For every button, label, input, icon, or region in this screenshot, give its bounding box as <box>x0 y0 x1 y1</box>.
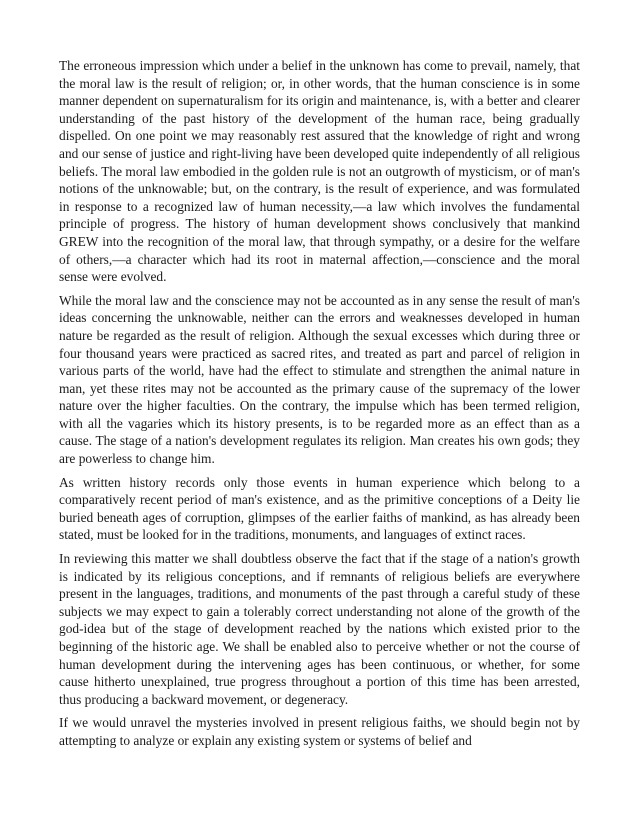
document-page <box>59 57 580 756</box>
paragraph-moral-law-origin: The erroneous impression which under a belief in the unknown has come to prevail, namely, that the moral law is the result of religion; or, in other words, that the human conscience is in some manner dependent on supernaturalism for its origin and maintenance, is, with a better and clearer understanding of the past history of the development of the human race, being gradually dispelled. On one point we may reasonably rest assured that the knowledge of right and wrong and our sense of justice and right-living have been developed quite independently of all religious beliefs. The moral law embodied in the golden rule is not an outgrowth of mysticism, or of man's notions of the unknowable; but, on the contrary, is the result of experience, and was formulated in response to a recognized law of human necessity,—a law which involves the fundamental principle of progress. The history of human development shows conclusively that mankind GREW into the recognition of the moral law, that through sympathy, or a desire for the welfare of others,—a character which had its root in maternal affection,—conscience and the moral sense were evolved. <box>59 58 580 285</box>
paragraph-written-history: As written history records only those events in human experience which belong to a comparatively recent period of man's existence, and as the primitive conceptions of a Deity lie buried beneath ages of corruption, glimpses of the earlier faiths of mankind, as has already been stated, must be looked for in the traditions, monuments, and languages of extinct races. <box>59 474 580 543</box>
paragraph-unravel-mysteries: If we would unravel the mysteries involved in present religious faiths, we should begin not by attempting to analyze or explain any existing system or systems of belief and <box>59 715 580 748</box>
paragraph-reviewing-matter: In reviewing this matter we shall doubtless observe the fact that if the stage of a nation's growth is indicated by its religious conceptions, and if remnants of religious beliefs are everywhere present in the languages, traditions, and monuments of the past through a careful study of these subjects we may expect to gain a tolerably correct understanding not alone of the growth of the god-idea but of the stage of development reached by the nations which existed prior to the beginning of the historic age. We shall be enabled also to perceive whether or not the course of human development during the intervening ages has been continuous, or whether, for some cause hitherto unexplained, true progress throughout a portion of this time has been arrested, thus producing a backward movement, or degeneracy. <box>59 551 580 707</box>
paragraph-religion-as-effect: While the moral law and the conscience may not be accounted as in any sense the result of man's ideas concerning the unknowable, neither can the errors and weaknesses developed in human nature be regarded as the result of religion. Although the sexual excesses which during three or four thousand years were practiced as sacred rites, and treated as part and parcel of religion in various parts of the world, have had the effect to stimulate and strengthen the animal nature in man, yet these rites may not be accounted as the primary cause of the supremacy of the lower nature over the higher faculties. On the contrary, the impulse which has been termed religion, with all the vagaries which its history presents, is to be regarded more as an effect than as a cause. The stage of a nation's development regulates its religion. Man creates his own gods; they are powerless to change him. <box>59 292 580 467</box>
